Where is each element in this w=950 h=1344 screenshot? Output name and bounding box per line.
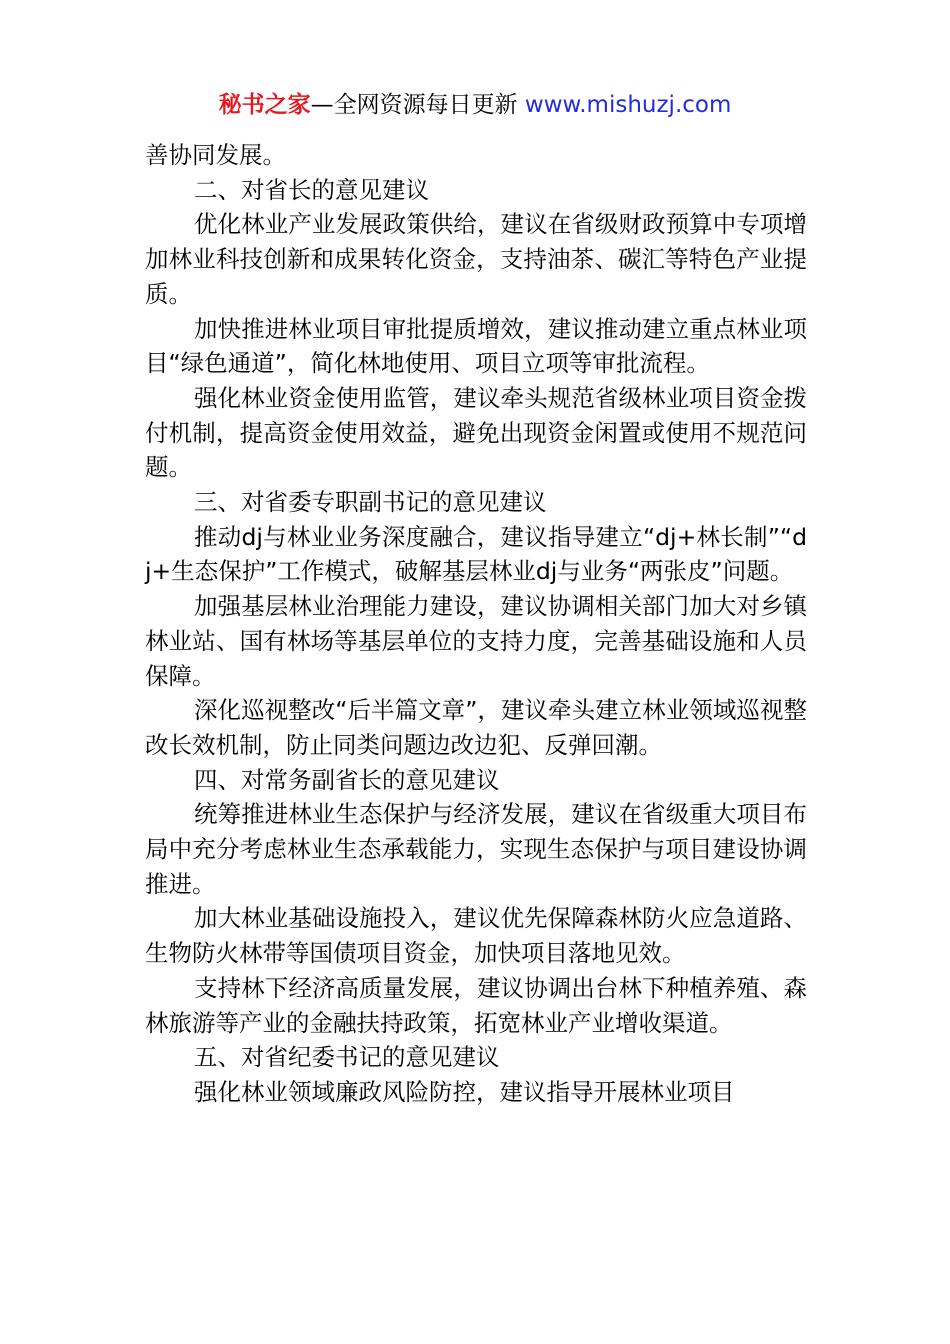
paragraph: 支持林下经济高质量发展，建议协调出台林下种植养殖、森林旅游等产业的金融扶持政策，拓宽林业产业增收渠道。 xyxy=(145,973,807,1037)
section-heading-governor: 二、对省长的意见建议 xyxy=(194,175,429,204)
paragraph: 优化林业产业发展政策供给，建议在省级财政预算中专项增加林业科技创新和成果转化资金，支持油茶、碳汇等特色产业提质。 xyxy=(145,210,807,308)
paragraph: 强化林业资金使用监管，建议牵头规范省级林业项目资金拨付机制，提高资金使用效益，避免出现资金闲置或使用不规范问题。 xyxy=(145,383,807,482)
paragraph: 强化林业领域廉政风险防控，建议指导开展林业项目 xyxy=(194,1077,735,1106)
paragraph: 加大林业基础设施投入，建议优先保障森林防火应急道路、生物防火林带等国债项目资金，加快项目落地见效。 xyxy=(145,904,807,968)
section-heading-executive-vice-governor: 四、对常务副省长的意见建议 xyxy=(194,765,500,794)
section-heading-discipline-secretary: 五、对省纪委书记的意见建议 xyxy=(194,1043,500,1072)
paragraph: 推动dj与林业业务深度融合，建议指导建立“dj+林长制”“dj+生态保护”工作模式，破解基层林业dj与业务“两张皮”问题。 xyxy=(145,522,807,586)
site-header xyxy=(0,88,950,122)
paragraph-continuation: 善协同发展。 xyxy=(145,141,286,169)
paragraph: 深化巡视整改“后半篇文章”，建议牵头建立林业领域巡视整改长效机制，防止同类问题边改边犯、反弹回潮。 xyxy=(145,696,807,759)
paragraph: 统筹推进林业生态保护与经济发展，建议在省级重大项目布局中充分考虑林业生态承载能力，实现生态保护与项目建设协调推进。 xyxy=(145,800,807,898)
paragraph: 加强基层林业治理能力建设，建议协调相关部门加大对乡镇林业站、国有林场等基层单位的支持力度，完善基础设施和人员保障。 xyxy=(145,592,807,690)
site-tagline: —全网资源每日更新 xyxy=(310,92,525,118)
site-brand: 秘书之家 xyxy=(218,92,311,118)
section-heading-deputy-secretary: 三、对省委专职副书记的意见建议 xyxy=(194,488,547,517)
paragraph: 加快推进林业项目审批提质增效，建议推动建立重点林业项目“绿色通道”，简化林地使用、项目立项等审批流程。 xyxy=(145,314,807,378)
document-body xyxy=(145,138,807,1110)
site-url-link[interactable]: www.mishuzj.com xyxy=(524,92,732,118)
